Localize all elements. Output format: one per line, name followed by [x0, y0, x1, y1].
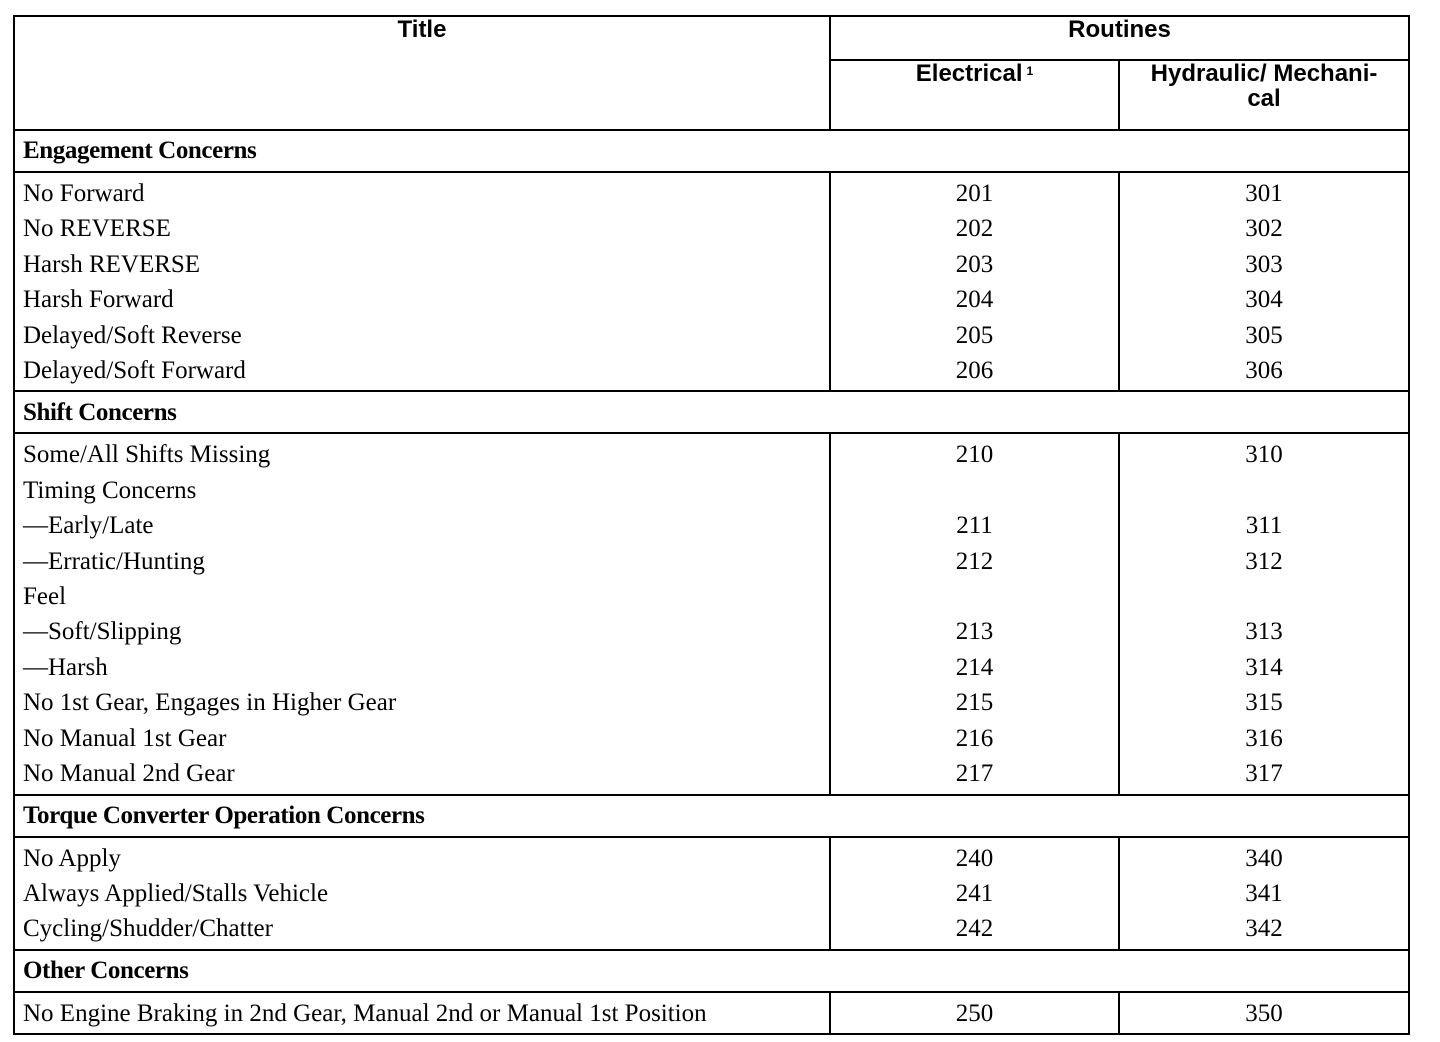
table-row	[14, 992, 1409, 1034]
table-row	[14, 353, 1409, 391]
table-row	[14, 756, 1409, 794]
title-cell: —Harsh	[14, 650, 830, 685]
title-cell: Cycling/Shudder/Chatter	[14, 911, 830, 949]
title-cell: No Manual 2nd Gear	[14, 756, 830, 794]
electrical-routine-cell: 206	[830, 353, 1119, 391]
title-cell: Always Applied/Stalls Vehicle	[14, 876, 830, 911]
table-row	[14, 876, 1409, 911]
title-cell: Harsh Forward	[14, 282, 830, 317]
electrical-column-header	[830, 60, 1119, 130]
table-row	[14, 721, 1409, 756]
title-cell: Harsh REVERSE	[14, 247, 830, 282]
electrical-routine-cell: 215	[830, 685, 1119, 720]
title-column-header	[14, 16, 830, 130]
electrical-routine-cell	[830, 579, 1119, 614]
section-heading: Other Concerns	[14, 950, 1409, 992]
electrical-header-label: Electrical	[915, 60, 1023, 87]
hydraulic-routine-cell: 312	[1119, 544, 1409, 579]
title-cell: Feel	[14, 579, 830, 614]
table-row	[14, 433, 1409, 472]
section-heading: Shift Concerns	[14, 391, 1409, 433]
hydraulic-routine-cell: 306	[1119, 353, 1409, 391]
table-row	[14, 508, 1409, 543]
hydraulic-routine-cell: 305	[1119, 318, 1409, 353]
title-cell: Delayed/Soft Forward	[14, 353, 830, 391]
title-cell: No Forward	[14, 172, 830, 211]
title-cell: Some/All Shifts Missing	[14, 433, 830, 472]
table-row	[14, 614, 1409, 649]
hydraulic-routine-cell: 315	[1119, 685, 1409, 720]
table-row	[14, 282, 1409, 317]
table-header	[14, 16, 1409, 130]
section-row	[14, 130, 1409, 172]
electrical-routine-cell: 214	[830, 650, 1119, 685]
hydraulic-header-line1: Hydraulic/ Mechani-	[1150, 60, 1378, 87]
hydraulic-routine-cell: 304	[1119, 282, 1409, 317]
table-row	[14, 837, 1409, 876]
hydraulic-header-line2: cal	[1247, 85, 1281, 112]
title-cell: No REVERSE	[14, 211, 830, 246]
electrical-routine-cell: 212	[830, 544, 1119, 579]
title-cell: —Early/Late	[14, 508, 830, 543]
table-row	[14, 318, 1409, 353]
section-row	[14, 391, 1409, 433]
section-heading: Engagement Concerns	[14, 130, 1409, 172]
table-row	[14, 650, 1409, 685]
section-row	[14, 950, 1409, 992]
electrical-routine-cell: 241	[830, 876, 1119, 911]
table-row	[14, 544, 1409, 579]
title-cell: No 1st Gear, Engages in Higher Gear	[14, 685, 830, 720]
electrical-routine-cell: 216	[830, 721, 1119, 756]
title-cell: —Soft/Slipping	[14, 614, 830, 649]
routines-header-label: Routines	[1068, 16, 1171, 43]
title-cell: Delayed/Soft Reverse	[14, 318, 830, 353]
hydraulic-routine-cell: 340	[1119, 837, 1409, 876]
hydraulic-routine-cell	[1119, 473, 1409, 508]
title-cell: No Engine Braking in 2nd Gear, Manual 2nd or Manual 1st Position	[14, 992, 830, 1034]
table-row	[14, 473, 1409, 508]
hydraulic-routine-cell: 316	[1119, 721, 1409, 756]
electrical-routine-cell: 210	[830, 433, 1119, 472]
hydraulic-routine-cell: 342	[1119, 911, 1409, 949]
electrical-routine-cell: 204	[830, 282, 1119, 317]
title-cell: No Manual 1st Gear	[14, 721, 830, 756]
title-cell: —Erratic/Hunting	[14, 544, 830, 579]
electrical-routine-cell: 213	[830, 614, 1119, 649]
table-row	[14, 211, 1409, 246]
section-heading: Torque Converter Operation Concerns	[14, 795, 1409, 837]
table-body	[14, 130, 1409, 1034]
electrical-routine-cell: 211	[830, 508, 1119, 543]
routines-group-header	[830, 16, 1409, 60]
hydraulic-routine-cell: 350	[1119, 992, 1409, 1034]
electrical-routine-cell: 202	[830, 211, 1119, 246]
title-cell: No Apply	[14, 837, 830, 876]
electrical-routine-cell: 203	[830, 247, 1119, 282]
routines-table	[13, 15, 1410, 1035]
hydraulic-routine-cell: 302	[1119, 211, 1409, 246]
electrical-routine-cell: 242	[830, 911, 1119, 949]
hydraulic-routine-cell: 301	[1119, 172, 1409, 211]
hydraulic-routine-cell: 314	[1119, 650, 1409, 685]
hydraulic-routine-cell: 303	[1119, 247, 1409, 282]
table-row	[14, 247, 1409, 282]
electrical-routine-cell: 217	[830, 756, 1119, 794]
section-row	[14, 795, 1409, 837]
electrical-routine-cell: 240	[830, 837, 1119, 876]
title-header-label: Title	[397, 16, 447, 43]
hydraulic-routine-cell: 311	[1119, 508, 1409, 543]
table-row	[14, 685, 1409, 720]
hydraulic-routine-cell: 313	[1119, 614, 1409, 649]
hydraulic-routine-cell: 341	[1119, 876, 1409, 911]
hydraulic-routine-cell	[1119, 579, 1409, 614]
hydraulic-routine-cell: 317	[1119, 756, 1409, 794]
hydraulic-column-header	[1119, 60, 1409, 130]
electrical-routine-cell: 201	[830, 172, 1119, 211]
electrical-routine-cell	[830, 473, 1119, 508]
hydraulic-routine-cell: 310	[1119, 433, 1409, 472]
table-row	[14, 579, 1409, 614]
table-row	[14, 172, 1409, 211]
title-cell: Timing Concerns	[14, 473, 830, 508]
electrical-routine-cell: 250	[830, 992, 1119, 1034]
electrical-routine-cell: 205	[830, 318, 1119, 353]
footnote-marker: 1	[1026, 64, 1034, 78]
table-row	[14, 911, 1409, 949]
